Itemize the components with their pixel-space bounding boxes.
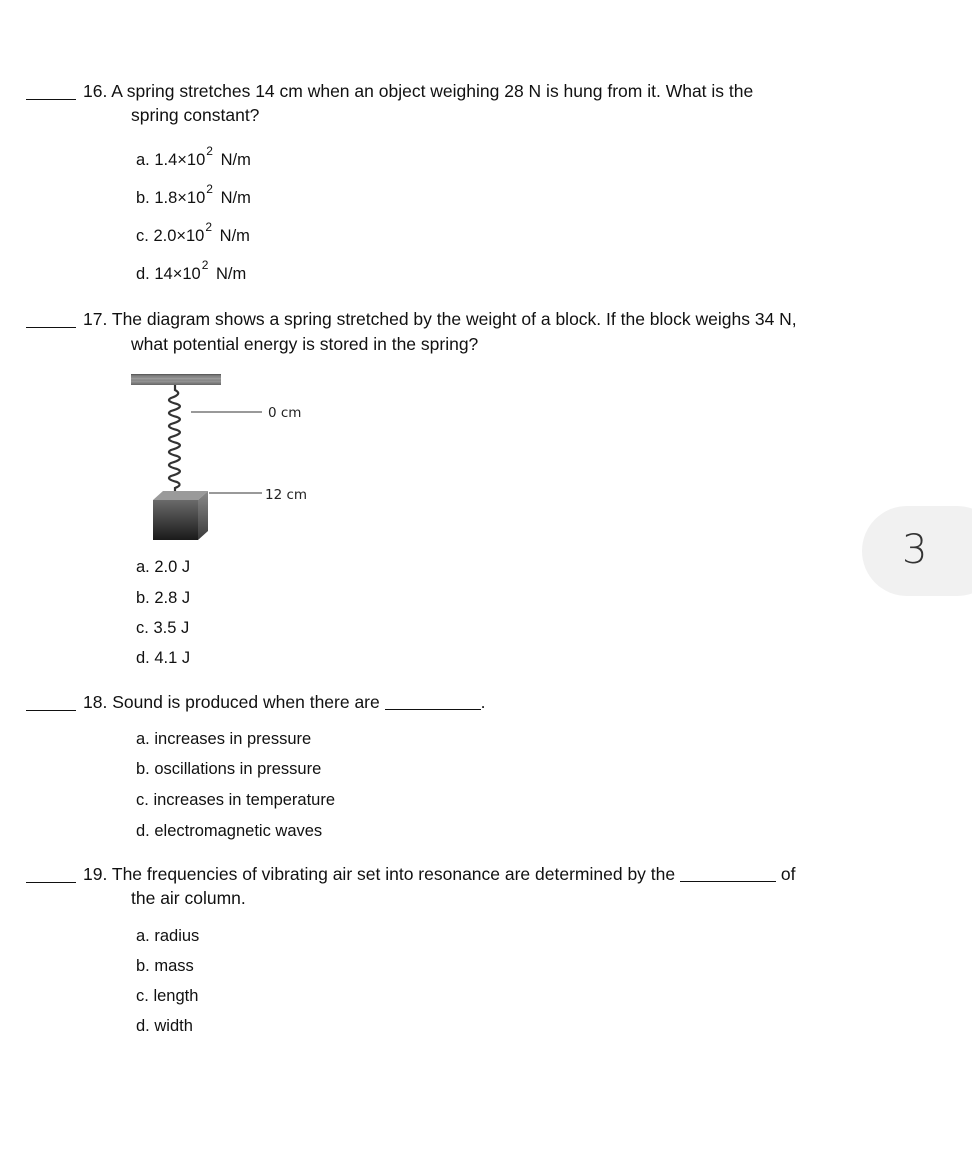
question-19-line2: the air column.	[131, 888, 246, 908]
question-19-number: 19.	[83, 864, 108, 884]
question-17-line2: what potential energy is stored in the spring?	[131, 334, 479, 354]
option-17a[interactable]: a. 2.0 J	[136, 558, 191, 576]
label-0cm: 0 cm	[268, 405, 302, 421]
option-16d[interactable]: d. $14\times 10^2$ N/m	[136, 258, 247, 283]
page-number: 3	[902, 527, 928, 573]
option-16c[interactable]: c. $2.0\times 10^2$ N/m	[136, 220, 250, 245]
question-16-line1	[83, 79, 753, 103]
question-18-number: 18.	[83, 692, 108, 712]
weight-block	[153, 500, 198, 540]
spring-diagram	[125, 370, 325, 545]
question-16-text: A spring stretches 14 cm when an object weighing 28 N is hung from it. What is the	[111, 81, 754, 101]
option-18c[interactable]: c. increases in temperature	[136, 791, 336, 809]
option-16b[interactable]: b. $1.8\times 10^2$ N/m	[136, 182, 251, 207]
option-17d[interactable]: d. 4.1 J	[136, 649, 191, 667]
label-12cm: 12 cm	[265, 487, 308, 503]
answer-blank-16[interactable]	[26, 83, 76, 100]
question-17-line1	[83, 307, 797, 331]
option-18b[interactable]: b. oscillations in pressure	[136, 760, 322, 778]
option-19a[interactable]: a. radius	[136, 927, 200, 945]
question-19-text: The frequencies of vibrating air set into resonance are determined by the	[111, 864, 676, 884]
question-17-number: 17.	[83, 309, 108, 329]
option-17b[interactable]: b. 2.8 J	[136, 589, 191, 607]
option-19c[interactable]: c. length	[136, 987, 199, 1005]
question-19-line1: 19. The frequencies of vibrating air set into resonance are determined by the of	[83, 864, 796, 884]
answer-blank-18[interactable]	[26, 694, 76, 711]
fill-in-blank-18[interactable]	[385, 693, 481, 710]
answer-blank-19[interactable]	[26, 866, 76, 883]
answer-blank-17[interactable]	[26, 311, 76, 328]
fill-in-blank-19[interactable]	[680, 865, 776, 882]
question-16-number: 16.	[83, 81, 108, 101]
option-16a[interactable]: a. $1.4\times 10^2$ N/m	[136, 144, 251, 169]
question-18-line1: 18. Sound is produced when there are .	[83, 692, 486, 712]
option-18d[interactable]: d. electromagnetic waves	[136, 822, 323, 840]
spring-coil	[169, 385, 180, 494]
question-16-line2: spring constant?	[131, 105, 260, 125]
option-19d[interactable]: d. width	[136, 1017, 193, 1035]
option-19b[interactable]: b. mass	[136, 957, 194, 975]
question-17-text: The diagram shows a spring stretched by the weight of a block. If the block weighs 34 N,	[111, 309, 797, 329]
option-18a[interactable]: a. increases in pressure	[136, 730, 312, 748]
option-17c[interactable]: c. 3.5 J	[136, 619, 190, 637]
question-18-text: Sound is produced when there are	[112, 692, 380, 712]
